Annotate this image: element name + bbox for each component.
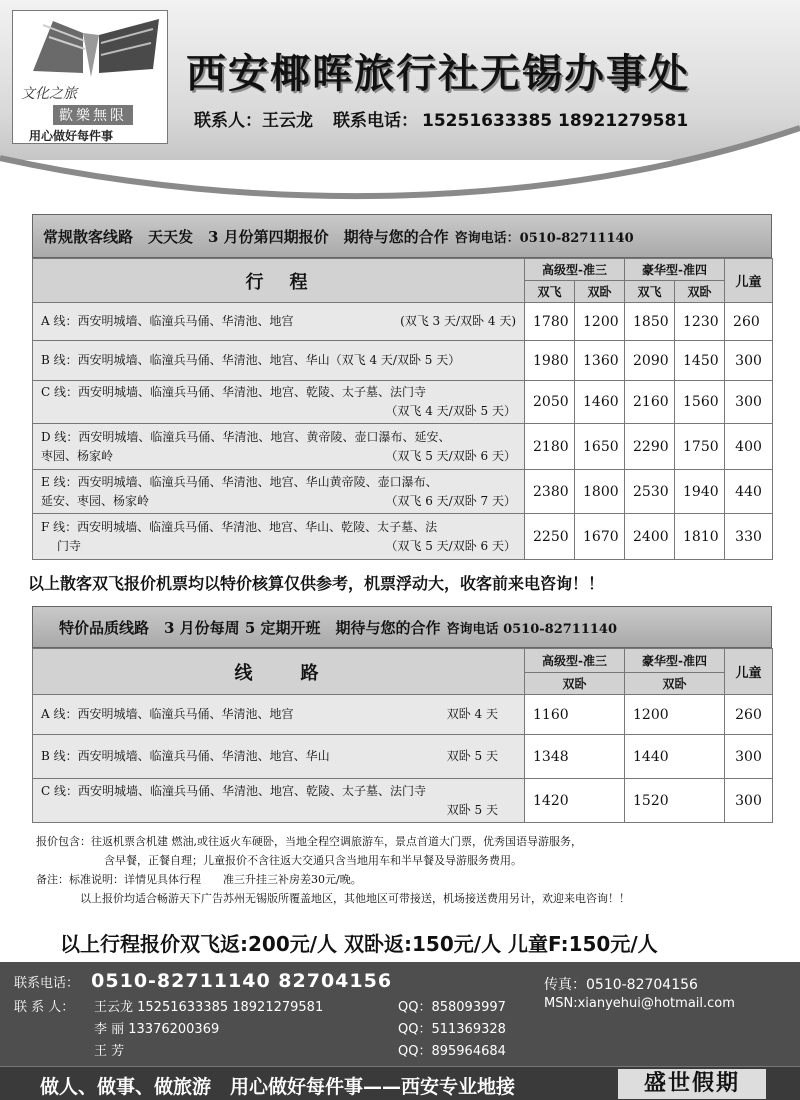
footer-contact3: 王 芳: [94, 1044, 125, 1059]
logo-slogan: 用心做好每件事: [29, 129, 114, 143]
route-description: [33, 303, 525, 341]
route-description: [33, 470, 525, 514]
table-row: [33, 424, 773, 470]
route-text: A 线：西安明城墙、临潼兵马俑、华清池、地宫: [41, 314, 294, 328]
route-duration: (双飞 3 天/双卧 4 天): [400, 314, 516, 328]
table-row: [33, 695, 773, 735]
sub-header-sleeper: 双卧: [675, 281, 725, 303]
logo: [12, 10, 168, 144]
price-cell: 1450: [675, 341, 725, 381]
route-text: B 线：西安明城墙、临潼兵马俑、华清池、地宫、华山（双飞 4 天/双卧 5 天）: [41, 353, 461, 367]
regular-routes-section: [32, 214, 772, 560]
sub-header-sleeper: 双卧: [625, 673, 725, 695]
price-cell: 1440: [625, 735, 725, 779]
price-cell: 1200: [575, 303, 625, 341]
footer-qq3: QQ：895964684: [398, 1044, 506, 1059]
price-cell: 2160: [625, 381, 675, 424]
notes-line4: 以上报价均适合畅游天下广告苏州无锡版所覆盖地区，其他地区可带接送，机场接送费用另计，欢迎来电咨询！！: [80, 892, 630, 905]
sub-header-sleeper: 双卧: [575, 281, 625, 303]
child-price-cell: 440: [725, 470, 773, 514]
price-cell: 2290: [625, 424, 675, 470]
regular-section-phone: 咨询电话：0510-82711140: [454, 230, 634, 246]
price-cell: 1650: [575, 424, 625, 470]
price-cell: 1980: [525, 341, 575, 381]
price-cell: 1520: [625, 779, 725, 823]
footer-phones: 0510-82711140 82704156: [91, 970, 393, 992]
regular-section-header: [32, 214, 772, 258]
price-cell: 1348: [525, 735, 625, 779]
header-contact: [194, 106, 708, 131]
child-header: 儿童: [725, 649, 773, 695]
footer-slogan: 做人、做事、做旅游 用心做好每件事——西安专业地接: [40, 1076, 516, 1098]
route-description: [33, 514, 525, 560]
table-row: [33, 779, 773, 823]
route-text: C 线：西安明城墙、临潼兵马俑、华清池、地宫、乾陵、太子墓、法门寺: [41, 783, 426, 798]
header-contact-name: 联系人：王云龙: [194, 111, 313, 131]
price-cell: 2530: [625, 470, 675, 514]
price-notes: [36, 832, 786, 908]
price-cell: 2050: [525, 381, 575, 424]
return-price-summary: 以上行程报价双飞返:200元/人 双卧返:150元/人 儿童F:150元/人: [60, 932, 658, 956]
special-price-table: [32, 648, 773, 823]
price-cell: 1360: [575, 341, 625, 381]
grade2-header: 豪华型-准四: [625, 259, 725, 281]
price-cell: 1200: [625, 695, 725, 735]
route-text-line2: 枣园、杨家岭: [41, 448, 114, 463]
table-row: [33, 470, 773, 514]
route-text-line2: 延安、枣园、杨家岭: [41, 493, 150, 508]
grade1-header: 高级型-准三: [525, 259, 625, 281]
route-description: [33, 695, 525, 735]
route-description: [33, 779, 525, 823]
logo-text2: 歡樂無限: [53, 105, 133, 125]
price-cell: 1160: [525, 695, 625, 735]
footer-contact-label: 联 系 人：: [14, 1000, 75, 1015]
child-price-cell: 300: [725, 735, 773, 779]
footer-msn: MSN:xianyehui@hotmail.com: [544, 996, 735, 1011]
notes-line2: 含早餐，正餐自理；儿童报价不含往返大交通只含当地用车和半早餐及导游服务费用。: [104, 854, 522, 867]
route-duration: 双卧 5 天: [446, 749, 498, 763]
route-text: E 线：西安明城墙、临潼兵马俑、华清池、地宫、华山黄帝陵、壶口瀑布、: [41, 474, 438, 489]
footer-contact1: 王云龙 15251633385 18921279581: [94, 1000, 324, 1015]
footer-qq2: QQ：511369328: [398, 1022, 506, 1037]
grade2-header: 豪华型-准四: [625, 649, 725, 673]
route-duration: （双飞 4 天/双卧 5 天）: [385, 404, 516, 418]
child-price-cell: 260: [725, 695, 773, 735]
route-text: B 线：西安明城墙、临潼兵马俑、华清池、地宫、华山: [41, 749, 330, 763]
sub-header-sleeper: 双卧: [525, 673, 625, 695]
regular-section-title: 常规散客线路 天天发 3 月份第四期报价 期待与您的合作: [43, 227, 449, 246]
regular-price-table: [32, 258, 773, 560]
child-price-cell: 260: [725, 303, 773, 341]
route-text-line2: 门寺: [57, 538, 82, 553]
special-section-phone: 咨询电话 0510-82711140: [446, 621, 618, 637]
special-section-title: 特价品质线路 3 月份每周 5 定期开班 期待与您的合作: [59, 618, 441, 637]
route-description: [33, 735, 525, 779]
child-price-cell: 330: [725, 514, 773, 560]
price-cell: 1940: [675, 470, 725, 514]
header: [0, 0, 800, 160]
child-header: 儿童: [725, 259, 773, 303]
route-text: A 线：西安明城墙、临潼兵马俑、华清池、地宫: [41, 707, 294, 721]
book-logo-icon: [13, 11, 169, 91]
table-row: [33, 381, 773, 424]
sub-header-fly: 双飞: [625, 281, 675, 303]
price-cell: 1850: [625, 303, 675, 341]
header-phones: 15251633385 18921279581: [422, 111, 689, 131]
airfare-notice: 以上散客双飞报价机票均以特价核算仅供参考，机票浮动大，收客前来电咨询！！: [28, 574, 605, 593]
page-title: 西安椰晖旅行社无锡办事处: [186, 51, 690, 97]
route-duration: （双飞 5 天/双卧 6 天）: [385, 538, 516, 553]
logo-text1: 文化之旅: [21, 86, 77, 102]
price-cell: 1800: [575, 470, 625, 514]
price-cell: 1810: [675, 514, 725, 560]
price-cell: 1230: [675, 303, 725, 341]
child-price-cell: 300: [725, 341, 773, 381]
child-price-cell: 300: [725, 381, 773, 424]
price-cell: 1460: [575, 381, 625, 424]
notes-line3: 备注：标准说明：详情见具体行程 准三升挂三补房差30元/晚。: [36, 873, 362, 886]
sub-header-fly: 双飞: [525, 281, 575, 303]
grade1-header: 高级型-准三: [525, 649, 625, 673]
footer-qq1: QQ：858093997: [398, 1000, 506, 1015]
table-row: [33, 735, 773, 779]
special-section-header: [32, 606, 772, 648]
route-text: D 线：西安明城墙、临潼兵马俑、华清池、地宫、黄帝陵、壶口瀑布、延安、: [41, 429, 451, 444]
route-description: [33, 341, 525, 381]
child-price-cell: 400: [725, 424, 773, 470]
footer-fax: 传真：0510-82704156: [544, 977, 698, 993]
footer-contact2: 李 丽 13376200369: [94, 1022, 220, 1037]
route-text: F 线：西安明城墙、临潼兵马俑、华清池、地宫、华山、乾陵、太子墓、法: [41, 519, 438, 534]
table-row: [33, 303, 773, 341]
route-duration: （双飞 5 天/双卧 6 天）: [385, 448, 516, 463]
route-column-header: 行 程: [33, 259, 525, 303]
price-cell: 1780: [525, 303, 575, 341]
route-duration: 双卧 4 天: [446, 707, 498, 721]
route-description: [33, 424, 525, 470]
route-column-header: 线 路: [33, 649, 525, 695]
price-cell: 1560: [675, 381, 725, 424]
price-cell: 2180: [525, 424, 575, 470]
price-cell: 2380: [525, 470, 575, 514]
route-text: C 线：西安明城墙、临潼兵马俑、华清池、地宫、乾陵、太子墓、法门寺: [41, 385, 426, 399]
footer-phone-label: 联系电话：: [14, 976, 80, 991]
price-cell: 1420: [525, 779, 625, 823]
route-description: [33, 381, 525, 424]
footer-slogan-bar: [0, 1066, 800, 1100]
footer: [0, 962, 800, 1100]
table-row: [33, 341, 773, 381]
special-routes-section: [32, 606, 772, 823]
notes-line1: 报价包含：往返机票含机建 燃油,或往返火车硬卧，当地全程空调旅游车，景点首道大门票，优秀国语导游服务，: [36, 835, 582, 848]
price-cell: 1670: [575, 514, 625, 560]
route-duration: 双卧 5 天: [446, 802, 498, 817]
price-cell: 2400: [625, 514, 675, 560]
price-cell: 2250: [525, 514, 575, 560]
footer-phone-row: [14, 970, 392, 992]
child-price-cell: 300: [725, 779, 773, 823]
price-cell: 2090: [625, 341, 675, 381]
route-duration: （双飞 6 天/双卧 7 天）: [385, 493, 516, 508]
brand-logo: 盛世假期: [618, 1069, 766, 1099]
header-phone-label: 联系电话：: [333, 111, 418, 131]
table-row: [33, 514, 773, 560]
price-cell: 1750: [675, 424, 725, 470]
